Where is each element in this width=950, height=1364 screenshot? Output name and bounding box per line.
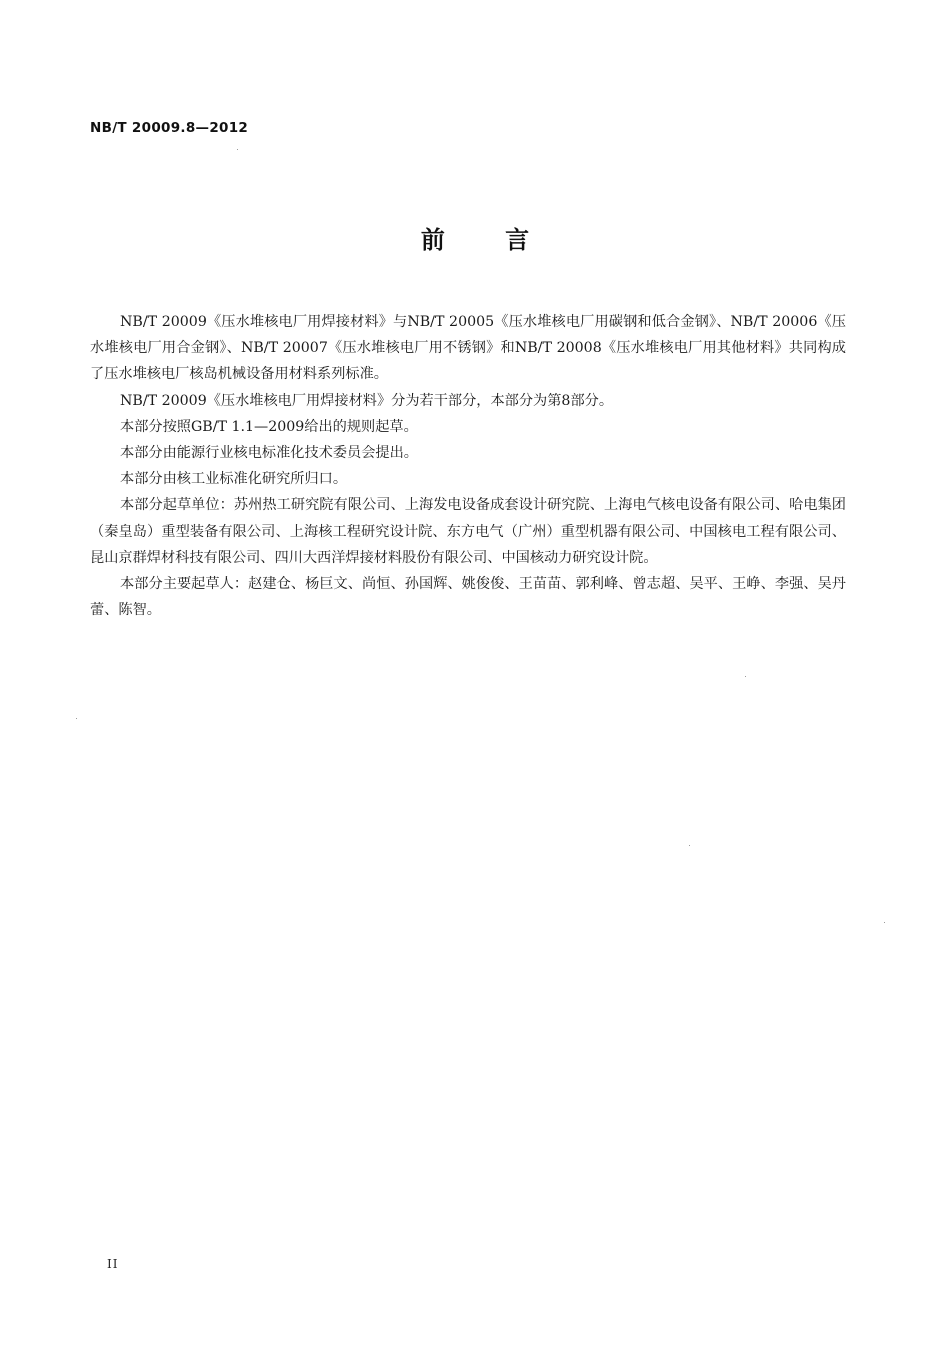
foreword-body	[90, 309, 846, 623]
paragraph-part-structure: NB/T 20009《压水堆核电厂用焊接材料》分为若干部分，本部分为第8部分。	[120, 392, 614, 409]
page-number: II	[107, 1257, 119, 1271]
paragraph-drafting-rules: 本部分按照GB/T 1.1—2009给出的规则起草。	[120, 418, 418, 435]
paragraph-administered-by: 本部分由核工业标准化研究所归口。	[120, 471, 348, 488]
scan-speck	[745, 676, 746, 677]
paragraph-drafting-units: 本部分起草单位：苏州热工研究院有限公司、上海发电设备成套设计研究院、上海电气核电设备有限公司、哈电集团（秦皇岛）重型装备有限公司、上海核工程研究设计院、东方电气（广州）重型机器有限公司、中国核电工程有限公司、昆山京群焊材科技有限公司、四川大西洋焊接材料股份有限公司、中国核动力研究设计院。	[90, 497, 846, 566]
paragraph-series-standards: NB/T 20009《压水堆核电厂用焊接材料》与NB/T 20005《压水堆核电厂用碳钢和低合金钢》、NB/T 20006《压水堆核电厂用合金钢》、NB/T 20007《压水堆核电厂用不锈钢》和NB/T 20008《压水堆核电厂用其他材料》共同构成了压水堆核电厂核岛机械设备用材料系列标准。	[90, 314, 846, 383]
paragraph-proposed-by: 本部分由能源行业核电标准化技术委员会提出。	[120, 445, 418, 462]
page-title: 前 言	[420, 226, 556, 254]
scan-speck	[689, 845, 690, 846]
scan-speck	[237, 149, 238, 150]
standard-code: NB/T 20009.8—2012	[90, 120, 249, 136]
paragraph-main-drafters: 本部分主要起草人：赵建仓、杨巨文、尚恒、孙国辉、姚俊俊、王苗苗、郭利峰、曾志超、吴平、王峥、李强、吴丹蕾、陈智。	[90, 576, 846, 619]
scan-speck	[884, 922, 885, 923]
scan-speck	[76, 718, 77, 719]
